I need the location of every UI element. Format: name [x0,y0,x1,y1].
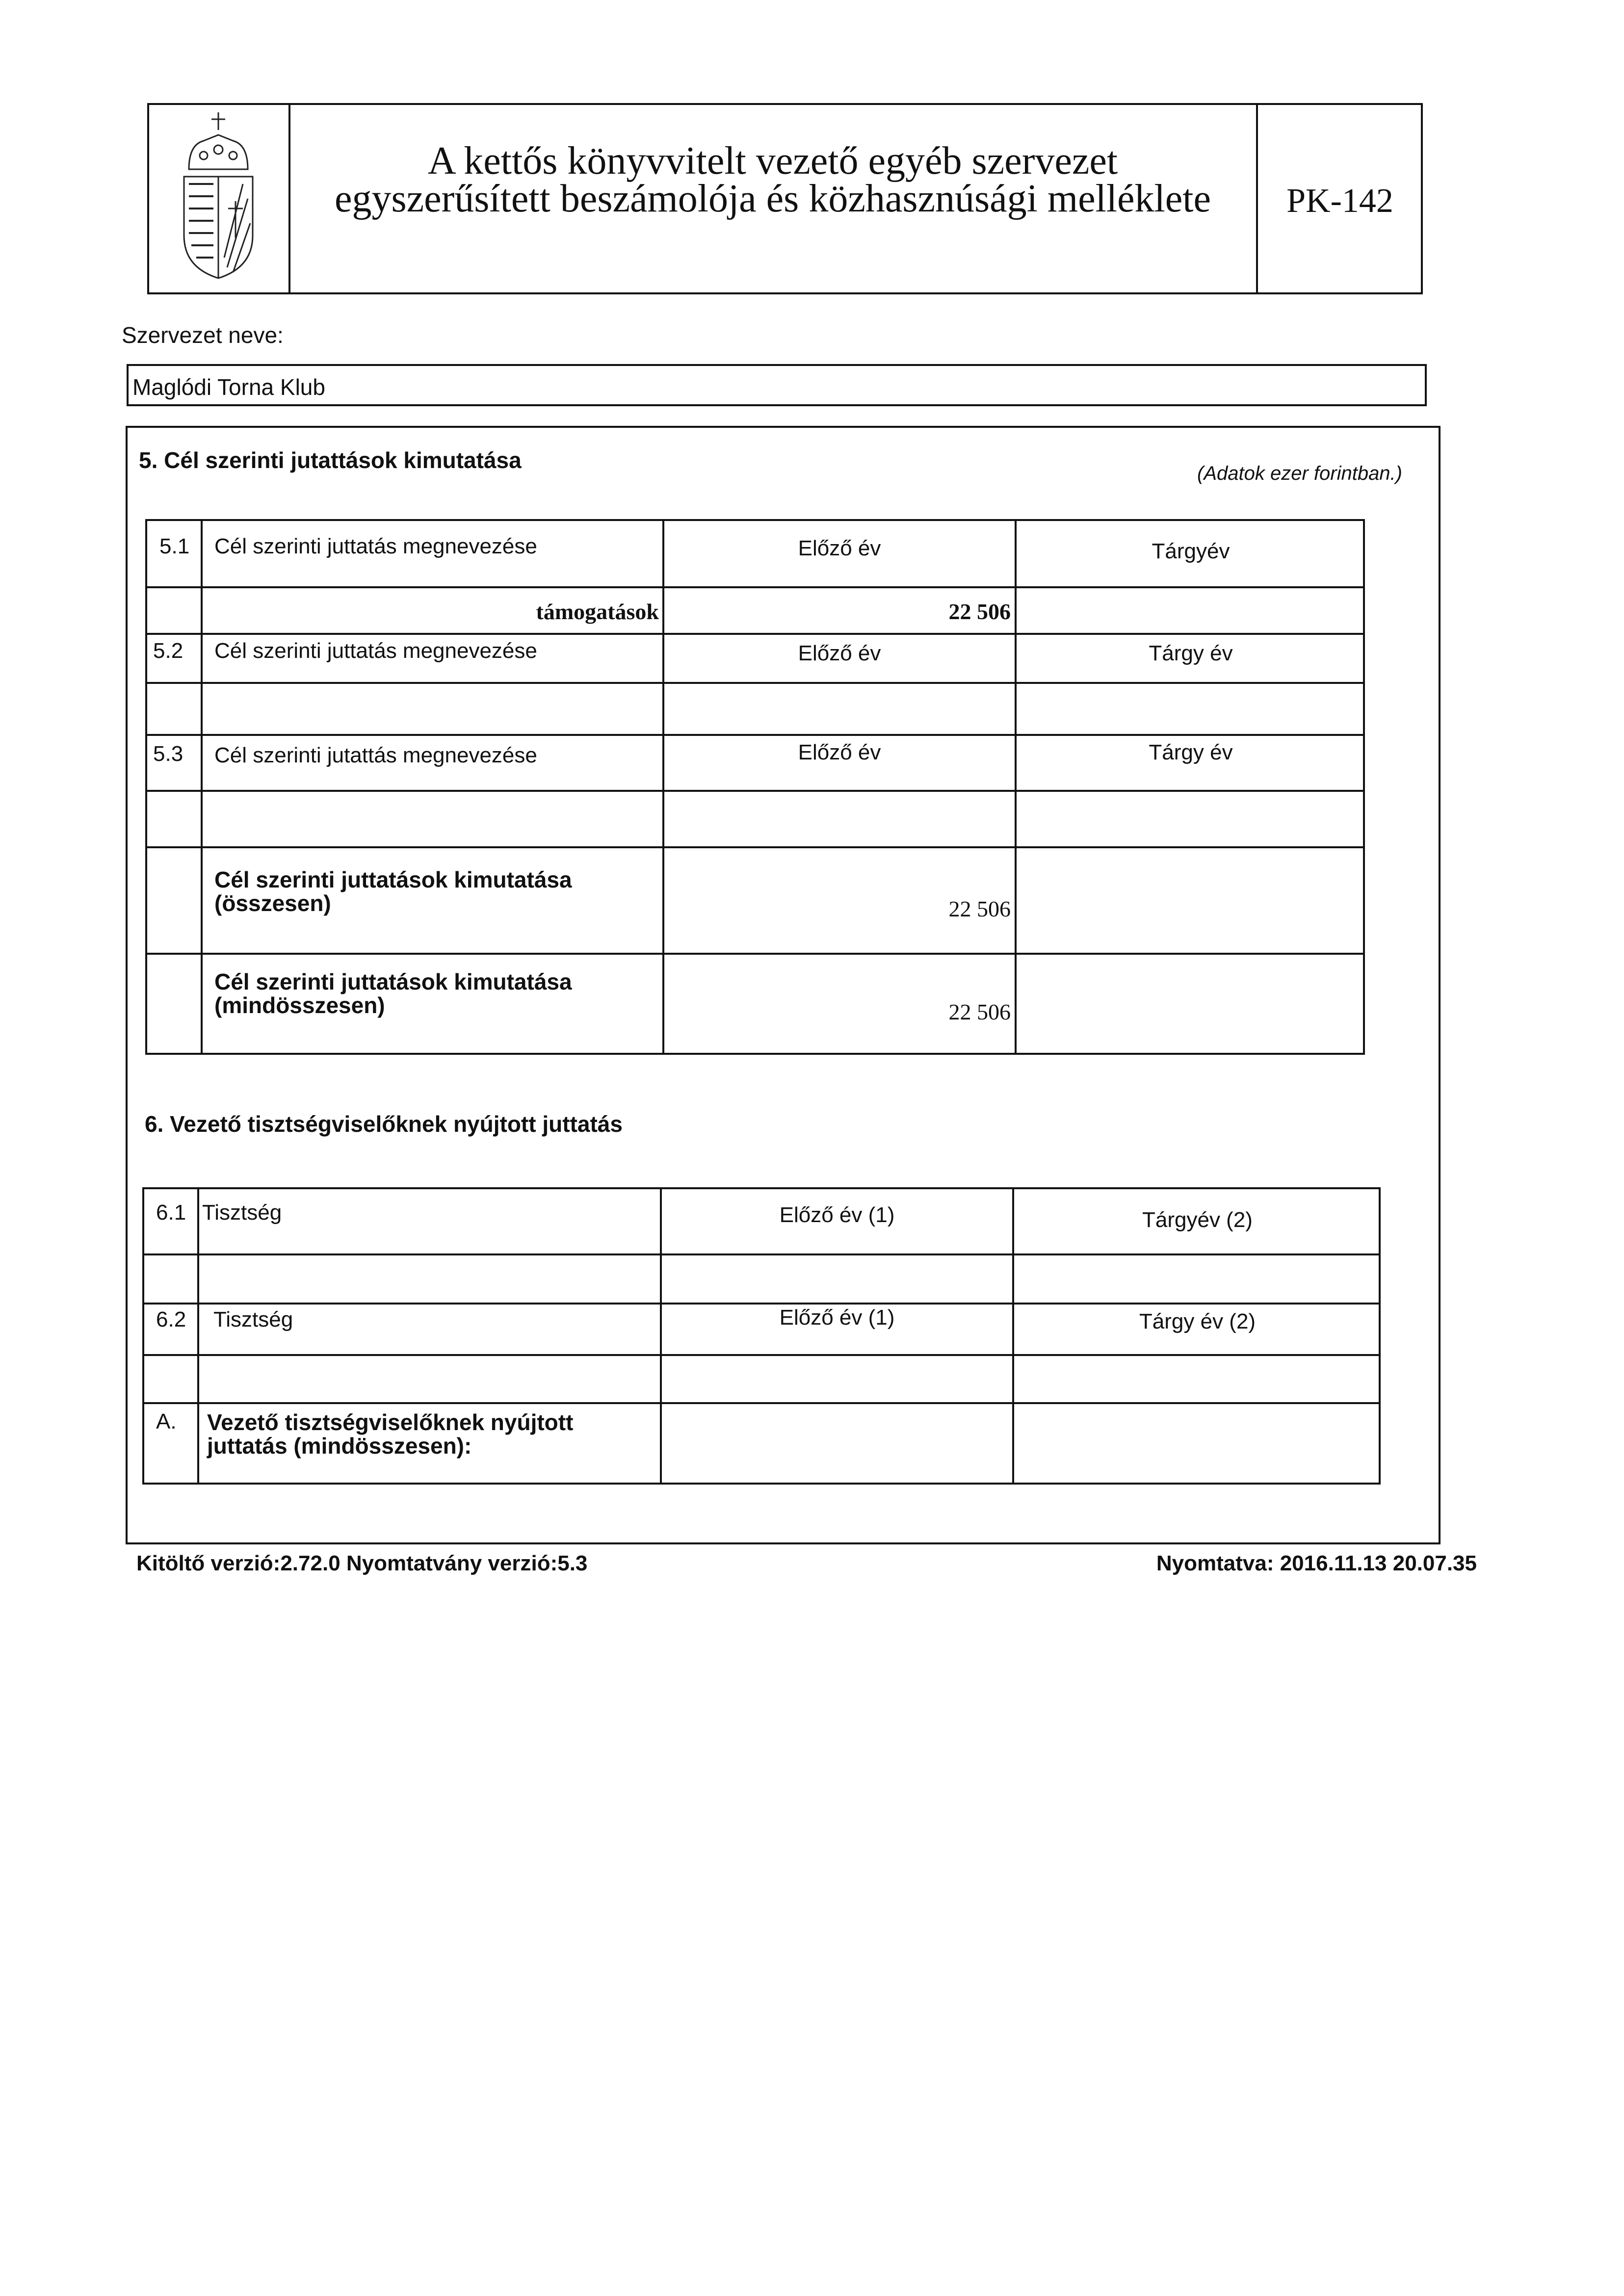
grand-total-label-line1: Cél szerinti juttatások kimutatása [214,969,572,994]
t6-row-line [142,1402,1381,1404]
col-header-name-5-2: Cél szerinti juttatás megnevezése [214,639,537,663]
org-name-value: Maglódi Torna Klub [132,374,325,400]
t5-row-line [145,682,1365,684]
t6-col-divider-3 [1012,1187,1014,1485]
t5-col-divider-2 [662,519,664,1055]
row-number-5-1: 5.1 [159,534,190,558]
t5-row-line [145,790,1365,792]
col-header-curr-6-1: Tárgyév (2) [1142,1208,1253,1232]
grand-total-label-line2: (mindösszesen) [214,992,385,1018]
grand-total-prev-value: 22 506 [948,999,1011,1024]
footer-printed: Nyomtatva: 2016.11.13 20.07.35 [1156,1551,1477,1575]
t6-col-divider-1 [197,1187,199,1485]
t5-col-divider-1 [201,519,203,1055]
section5-title: 5. Cél szerinti jutattások kimutatása [139,447,522,473]
row-number-a: A. [156,1409,177,1434]
row-number-6-1: 6.1 [156,1200,186,1225]
t6-row-line [142,1354,1381,1356]
col-header-prev-5-1: Előző év [798,536,881,560]
col-header-prev-5-2: Előző év [798,641,881,665]
section6-title: 6. Vezető tisztségviselőknek nyújtott juttatás [145,1111,623,1137]
section6-total-label-line2: juttatás (mindösszesen): [207,1433,472,1459]
col-header-name-6-2: Tisztség [213,1307,293,1331]
col-header-curr-6-2: Tárgy év (2) [1139,1309,1256,1333]
org-name-field [127,364,1427,406]
t5-row-line [145,633,1365,635]
header-title-line2: egyszerűsített beszámolója és közhasznúsági melléklete [334,177,1211,220]
form-code: PK-142 [1286,182,1393,220]
t6-col-divider-2 [660,1187,662,1485]
org-name-label: Szervezet neve: [122,322,284,348]
section6-total-label-line1: Vezető tisztségviselőknek nyújtott [207,1409,574,1435]
section5-unit-note: (Adatok ezer forintban.) [1197,463,1402,484]
header-title-line1: A kettős könyvvitelt vezető egyéb szervezet [427,139,1118,183]
col-header-curr-5-1: Tárgyév [1152,539,1230,563]
row-number-5-2: 5.2 [153,639,183,663]
col-header-prev-6-2: Előző év (1) [779,1305,895,1330]
total-label-line1: Cél szerinti juttatások kimutatása [214,867,572,892]
col-header-name-5-3: Cél szerinti jutattás megnevezése [214,743,537,767]
t5-row-line [145,953,1365,955]
row-prev-tamogatasok: 22 506 [948,599,1011,624]
col-header-prev-6-1: Előző év (1) [779,1203,895,1227]
col-header-prev-5-3: Előző év [798,740,881,764]
col-header-name-6-1: Tisztség [202,1200,282,1225]
total-label-line2: (összesen) [214,890,331,916]
col-header-curr-5-2: Tárgy év [1149,641,1233,665]
t5-row-line [145,734,1365,736]
footer-version: Kitöltő verzió:2.72.0 Nyomtatvány verzió:5.3 [136,1551,588,1575]
hungarian-coat-of-arms-icon [169,110,267,282]
t6-row-line [142,1253,1381,1255]
row-number-5-3: 5.3 [153,742,183,766]
row-label-tamogatasok: támogatások [536,599,659,624]
t5-row-line [145,846,1365,848]
t6-row-line [142,1303,1381,1305]
row-number-6-2: 6.2 [156,1307,186,1331]
col-header-curr-5-3: Tárgy év [1149,740,1233,764]
t5-row-line [145,586,1365,588]
col-header-name-5-1: Cél szerinti juttatás megnevezése [214,534,537,558]
total-prev-value: 22 506 [948,896,1011,921]
t5-col-divider-3 [1015,519,1017,1055]
